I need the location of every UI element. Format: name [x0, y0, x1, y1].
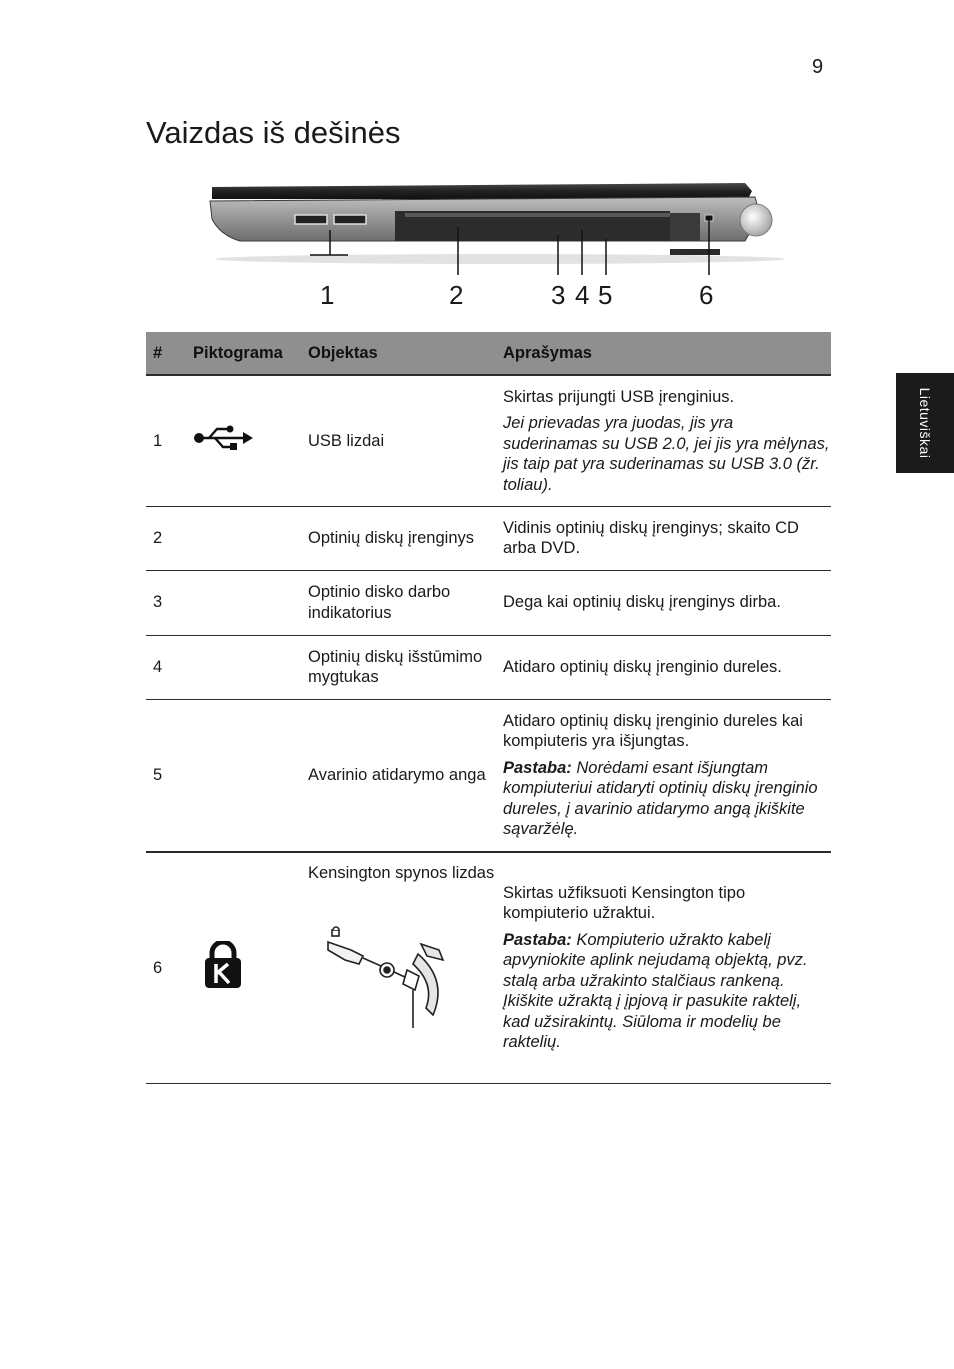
- table-row: [146, 375, 831, 506]
- row-description: [496, 375, 831, 506]
- row-description-text: Atidaro optinių diskų įrenginio dureles kai kompiuteris yra išjungtas.: [503, 711, 803, 751]
- row-description: Dega kai optinių diskų įrenginys dirba.: [496, 570, 831, 635]
- row-number: 4: [146, 635, 186, 699]
- page-title: Vaizdas iš dešinės: [146, 115, 401, 150]
- callout-2: 2: [449, 280, 464, 310]
- kensington-lock-cable-illustration: [323, 920, 453, 1030]
- row-number: 1: [146, 375, 186, 506]
- row-number: 2: [146, 506, 186, 570]
- row-item: [301, 852, 496, 1083]
- row-number: 5: [146, 699, 186, 852]
- row-item: Optinių diskų išstūmimo mygtukas: [301, 635, 496, 699]
- row-description-text: Skirtas prijungti USB įrenginius.: [503, 387, 735, 406]
- row-item: Avarinio atidarymo anga: [301, 699, 496, 852]
- row-item: Optinio disko darbo indikatorius: [301, 570, 496, 635]
- row-description: [496, 852, 831, 1083]
- language-side-tab: [896, 373, 954, 473]
- callout-6: 6: [699, 280, 714, 310]
- header-description: Aprašymas: [496, 332, 831, 375]
- callout-4: 4: [575, 280, 590, 310]
- table-row: [146, 570, 831, 635]
- row-description: Atidaro optinių diskų įrenginio dureles.: [496, 635, 831, 699]
- row-item: USB lizdai: [301, 375, 496, 506]
- table-row: [146, 852, 831, 1083]
- language-side-tab-label: Lietuviškai: [917, 387, 933, 459]
- table-row: [146, 699, 831, 852]
- kensington-lock-icon: [203, 941, 243, 989]
- row-icon-cell: [186, 635, 301, 699]
- row-description: Vidinis optinių diskų įrenginys; skaito CD arba DVD.: [496, 506, 831, 570]
- note-text: Norėdami esant išjungtam kompiuteriui atidaryti optinių diskų įrenginio dureles, į avarinio atidarymo angą įkiškite sąvaržėlę.: [503, 758, 818, 839]
- row-item: Optinių diskų įrenginys: [301, 506, 496, 570]
- note-label: Pastaba:: [503, 758, 572, 777]
- row-number: 3: [146, 570, 186, 635]
- row-description: [496, 699, 831, 852]
- table-row: [146, 506, 831, 570]
- callout-1: 1: [320, 280, 335, 310]
- row-icon-cell: [186, 375, 301, 506]
- row-description-note: [503, 758, 831, 840]
- row-number: 6: [146, 852, 186, 1083]
- callout-5: 5: [598, 280, 613, 310]
- row-icon-cell: [186, 699, 301, 852]
- table-header-row: [146, 332, 831, 375]
- row-item-label: Kensington spynos lizdas: [308, 864, 495, 882]
- row-description-note: [503, 930, 831, 1053]
- row-icon-cell: [186, 506, 301, 570]
- note-text: Kompiuterio užrakto kabelį apvyniokite aplink nejudamą objektą, pvz. stalą arba užrakinto stalčiaus rankeną. Įkiškite užraktą į įpjovą ir pasukite raktelį, kad užsirakintų. Siūloma ir modelių be raktelių.: [503, 930, 808, 1052]
- callout-3: 3: [551, 280, 566, 310]
- row-icon-cell: [186, 852, 301, 1083]
- ports-table: [146, 332, 831, 1084]
- row-description-text: Skirtas užfiksuoti Kensington tipo kompiuterio užraktui.: [503, 883, 746, 923]
- header-icon: Piktograma: [186, 332, 301, 375]
- note-label: Pastaba:: [503, 930, 572, 949]
- header-number: #: [146, 332, 186, 375]
- page-number: 9: [812, 56, 824, 78]
- header-item: Objektas: [301, 332, 496, 375]
- row-description-note: Jei prievadas yra juodas, jis yra suderinamas su USB 2.0, jei jis yra mėlynas, jis taip pat yra suderinamas su USB 3.0 (žr. toliau).: [503, 414, 830, 494]
- table-row: [146, 635, 831, 699]
- usb-icon: [193, 422, 255, 454]
- row-icon-cell: [186, 570, 301, 635]
